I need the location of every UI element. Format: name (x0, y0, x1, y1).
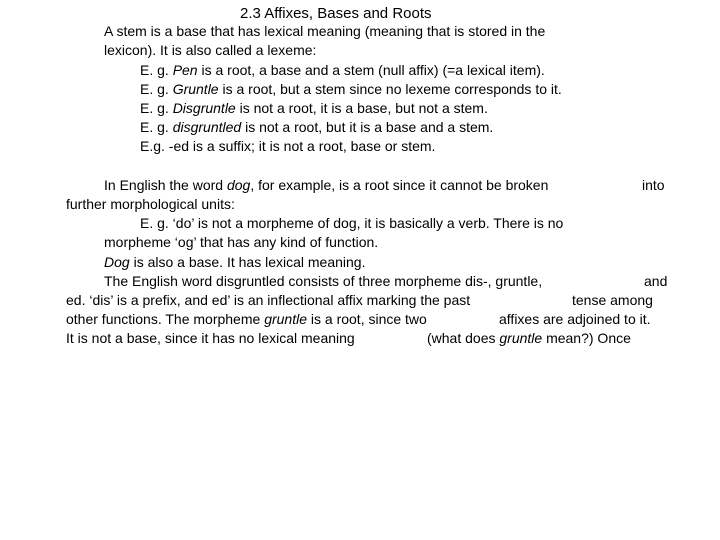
example-prefix: E. g. (140, 81, 173, 97)
p2-line-2: further morphological units: (66, 196, 235, 212)
example-gruntle (140, 80, 562, 99)
p2-line-4: morpheme ‘og’ that has any kind of function. (104, 234, 379, 250)
example-prefix: E. g. (140, 100, 173, 116)
example-text: is a root, but a stem since no lexeme corresponds to it. (218, 81, 562, 97)
example-term: Pen (172, 62, 198, 78)
p3-text: (what does (427, 330, 500, 346)
p2-text: is also a base. It has lexical meaning. (129, 254, 366, 270)
intro-line-1: A stem is a base that has lexical meaning (meaning that is stored in the (104, 23, 546, 39)
p2-text: In English the word (104, 177, 227, 193)
example-text: is a root, a base and a stem (null affix) (=a lexical item). (197, 62, 545, 78)
example-term: Gruntle (172, 81, 219, 97)
example-text: is not a root, but it is a base and a stem. (241, 119, 494, 135)
p3-term: gruntle (264, 311, 307, 327)
p3-text: other functions. The morpheme (66, 311, 265, 327)
p3-line-1: The English word disgruntled consists of three morpheme dis-, gruntle, (104, 273, 543, 289)
p2-text: , for example, is a root since it cannot be broken (250, 177, 549, 193)
p2-line-1 (104, 176, 548, 195)
slide-title: 2.3 Affixes, Bases and Roots (240, 5, 432, 22)
example-prefix: E. g. (140, 119, 173, 135)
p3-line-2-b: tense among (572, 292, 653, 308)
example-disgruntle (140, 99, 488, 118)
p2-line-3: E. g. ‘do’ is not a morpheme of dog, it is basically a verb. There is no (140, 215, 564, 231)
example-text: is not a root, it is a base, but not a stem. (235, 100, 488, 116)
example-pen (140, 61, 545, 80)
intro-line-2: lexicon). It is also called a lexeme: (104, 42, 317, 58)
example-prefix: E. g. (140, 62, 173, 78)
p3-line-3-a (66, 310, 427, 329)
example-term: Disgruntle (172, 100, 236, 116)
example-term: disgruntled (172, 119, 242, 135)
p2-line-1-end: into (642, 177, 665, 193)
p3-line-1-end: and (644, 273, 668, 289)
example-disgruntled (140, 118, 493, 137)
p3-line-4-a: It is not a base, since it has no lexical meaning (66, 330, 355, 346)
example-ed-suffix: E.g. -ed is a suffix; it is not a root, base or stem. (140, 138, 436, 154)
p3-text: mean?) Once (542, 330, 631, 346)
p2-line-5 (104, 253, 365, 272)
p2-term: Dog (104, 254, 130, 270)
p3-line-4-b (427, 329, 631, 348)
p3-line-3-c: affixes are adjoined to it. (499, 311, 651, 327)
p3-text: is a root, since two (307, 311, 427, 327)
p3-line-2-a: ed. ‘dis’ is a prefix, and ed’ is an inflectional affix marking the past (66, 292, 471, 308)
p3-term: gruntle (499, 330, 543, 346)
p2-term: dog (226, 177, 251, 193)
